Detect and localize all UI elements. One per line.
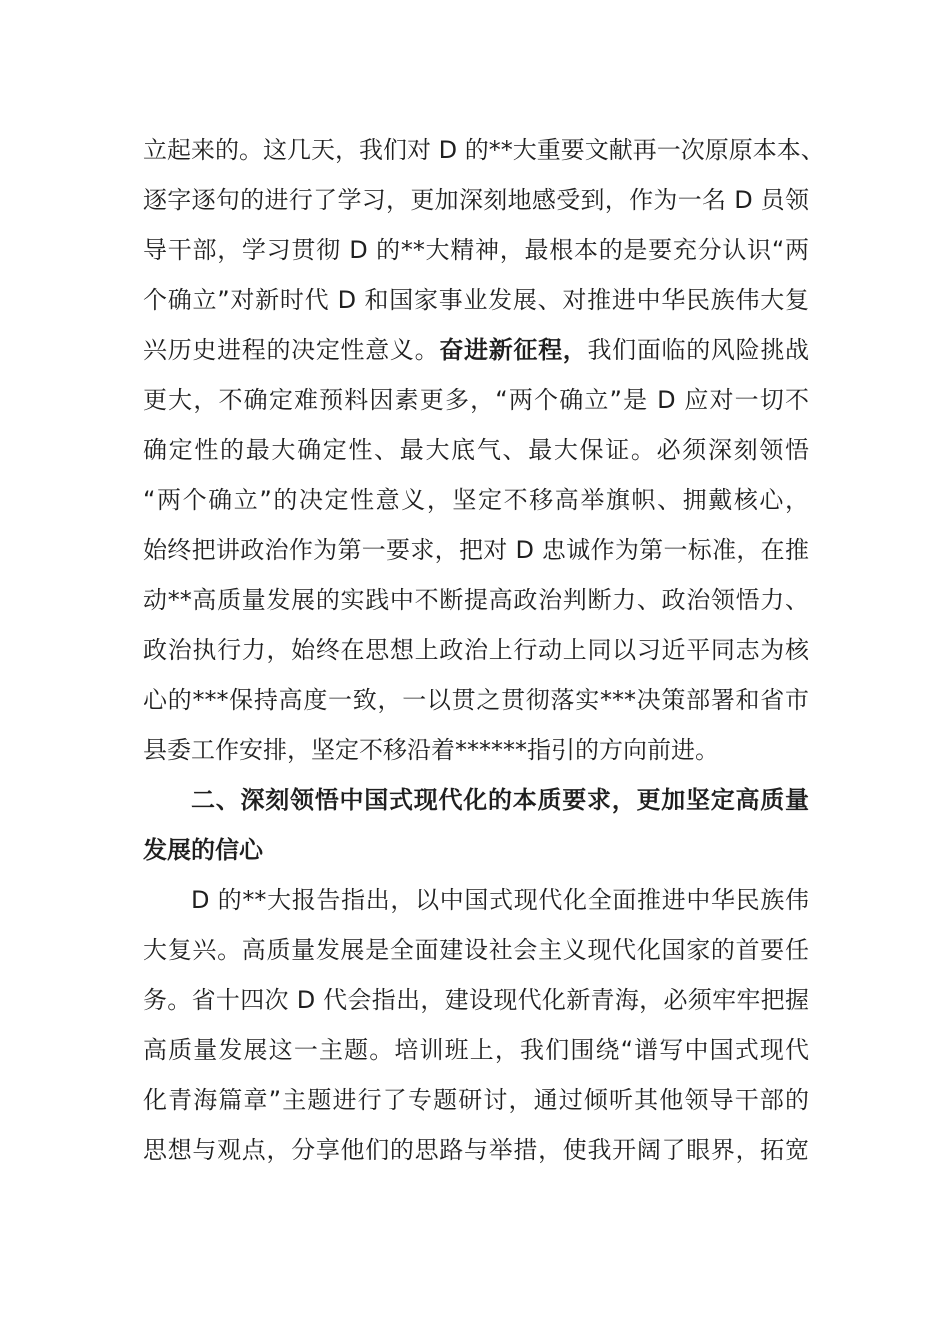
text-line: 立起来的。这几天，我们对 D 的**大重要文献再一次原原本本、 (143, 136, 825, 164)
text-line: 大复兴。高质量发展是全面建设社会主义现代化国家的首要任 (143, 936, 809, 964)
text-line: 化青海篇章”主题进行了专题研讨，通过倾听其他领导干部的 (143, 1086, 809, 1114)
text-run: 我们面临的风险挑战 (587, 336, 810, 364)
heading-line: 二、深刻领悟中国式现代化的本质要求，更加坚定高质量 (191, 786, 809, 814)
text-line: 政治执行力，始终在思想上政治上行动上同以习近平同志为核 (143, 636, 809, 664)
text-line: D 的**大报告指出，以中国式现代化全面推进中华民族伟 (191, 886, 809, 914)
paragraph-1 (143, 125, 825, 775)
text-line: “两个确立”的决定性意义，坚定不移高举旗帜、拥戴核心， (143, 486, 809, 514)
text-line: 确定性的最大确定性、最大底气、最大保证。必须深刻领悟 (143, 436, 809, 464)
text-line: 导干部，学习贯彻 D 的**大精神，最根本的是要充分认识“两 (143, 236, 809, 264)
document-body (143, 125, 825, 1175)
text-run: 兴历史进程的决定性意义。 (143, 336, 440, 364)
text-line: 逐字逐句的进行了学习，更加深刻地感受到，作为一名 D 员领 (143, 186, 809, 214)
text-line: 思想与观点，分享他们的思路与举措，使我开阔了眼界，拓宽 (143, 1136, 809, 1164)
paragraph-2 (143, 875, 809, 1175)
text-line: 动**高质量发展的实践中不断提高政治判断力、政治领悟力、 (143, 586, 809, 614)
text-line: 个确立”对新时代 D 和国家事业发展、对推进中华民族伟大复 (143, 286, 809, 314)
text-line: 务。省十四次 D 代会指出，建设现代化新青海，必须牢牢把握 (143, 986, 809, 1014)
heading-line: 发展的信心 (143, 836, 263, 864)
text-line: 始终把讲政治作为第一要求，把对 D 忠诚作为第一标准，在推 (143, 536, 809, 564)
text-line: 更大，不确定难预料因素更多，“两个确立”是 D 应对一切不 (143, 386, 809, 414)
text-line: 高质量发展这一主题。培训班上，我们围绕“谱写中国式现代 (143, 1036, 809, 1064)
text-line: 心的***保持高度一致，一以贯之贯彻落实***决策部署和省市 (143, 686, 809, 714)
text-line: 县委工作安排，坚定不移沿着******指引的方向前进。 (143, 736, 719, 764)
section-heading (143, 775, 809, 875)
text-line-mixed (143, 325, 809, 375)
bold-phrase: 奋进新征程， (439, 336, 588, 364)
